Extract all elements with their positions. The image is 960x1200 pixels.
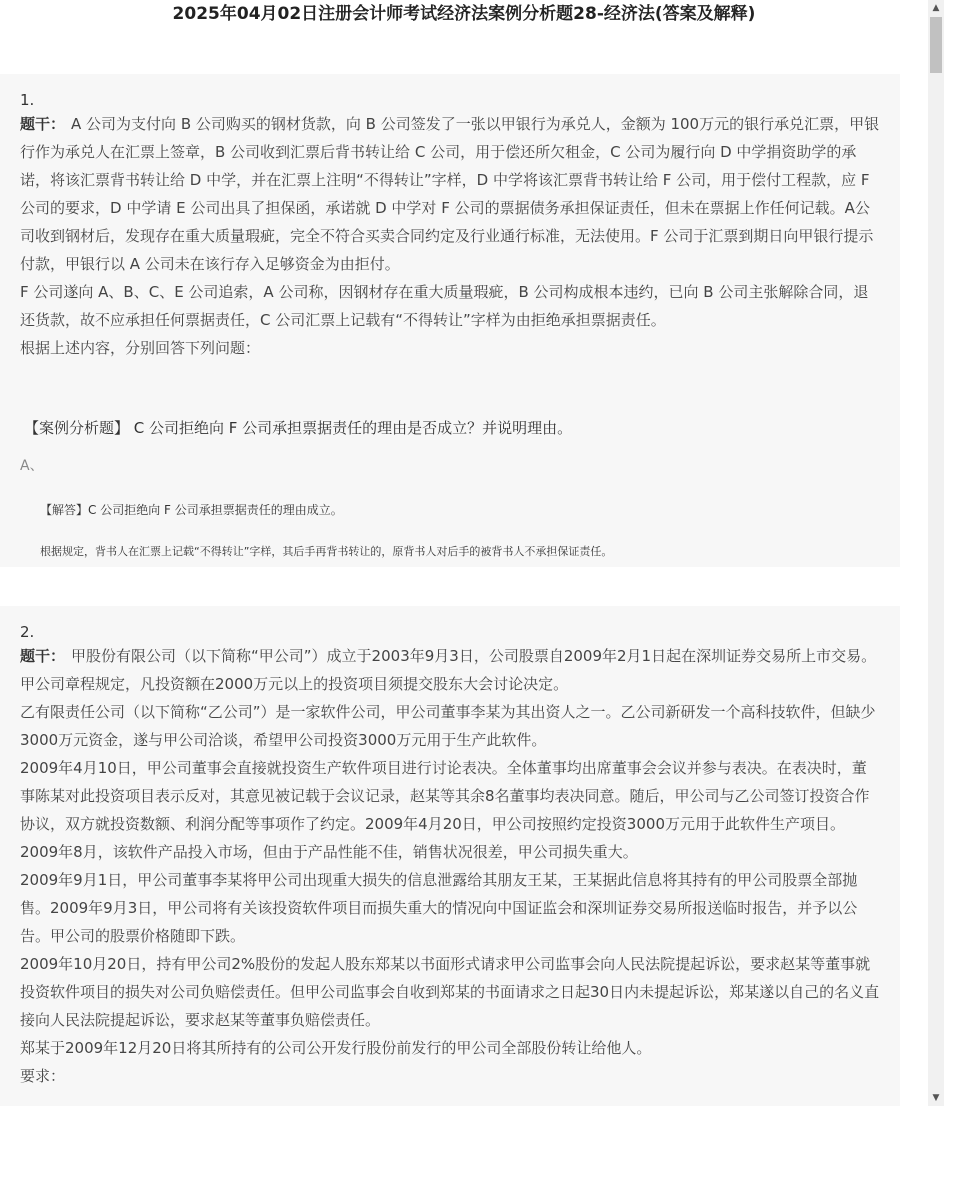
stem-paragraph: 2009年10月20日，持有甲公司2%股份的发起人股东郑某以书面形式请求甲公司监事会向人民法院提起诉讼，要求赵某等董事就投资软件项目的损失对公司负赔偿责任。但甲公司监事会自收到郑某的书面请求之日起30日内未提起诉讼，郑某遂以自己的名义直接向人民法院提起诉讼，要求赵某等董事负赔偿责任。 [20,955,880,1029]
stem-label: 题干： [20,115,66,133]
question-number: 1. [20,91,35,109]
scrollbar-thumb[interactable] [930,17,942,73]
answer-text: 【解答】C 公司拒绝向 F 公司承担票据责任的理由成立。 [40,503,343,517]
stem-paragraph: F 公司遂向 A、B、C、E 公司追索，A 公司称，因钢材存在重大质量瑕疵，B 公司构成根本违约，已向 B 公司主张解除合同，退还货款，故不应承担任何票据责任，C 公司汇票上记载有“不得转让”字样为由拒绝承担票据责任。 [20,283,869,329]
vertical-scrollbar[interactable] [928,0,944,1106]
stem-paragraph: 2009年4月10日，甲公司董事会直接就投资生产软件项目进行讨论表决。全体董事均出席董事会会议并参与表决。在表决时，董事陈某对此投资项目表示反对，其意见被记载于会议记录，赵某等其余8名董事均表决同意。随后，甲公司与乙公司签订投资合作协议，双方就投资数额、利润分配等事项作了约定。2009年4月20日，甲公司按照约定投资3000万元用于此软件生产项目。 [20,759,870,833]
page-title: 2025年04月02日注册会计师考试经济法案例分析题28-经济法(答案及解释) [172,4,756,24]
stem-paragraph: 根据上述内容，分别回答下列问题： [20,339,261,357]
stem-paragraph: 乙有限责任公司（以下简称“乙公司”）是一家软件公司，甲公司董事李某为其出资人之一。乙公司新研发一个高科技软件，但缺少3000万元资金，遂与甲公司洽谈，希望甲公司投资3000万元用于生产此软件。 [20,703,876,749]
question-card-1 [0,74,900,567]
stem-paragraph: 郑某于2009年12月20日将其所持有的公司公开发行股份前发行的甲公司全部股份转让给他人。 [20,1039,652,1057]
scroll-down-arrow-icon[interactable]: ▼ [932,1093,940,1103]
case-question: 【案例分析题】 C 公司拒绝向 F 公司承担票据责任的理由是否成立？并说明理由。 [24,419,573,437]
question-number: 2. [20,623,35,641]
stem-text: 甲股份有限公司（以下简称“甲公司”）成立于2003年9月3日，公司股票自2009年2月1日起在深圳证券交易所上市交易。甲公司章程规定，凡投资额在2000万元以上的投资项目须提交股东大会讨论决定。 [20,647,877,693]
question-stem [20,110,880,362]
option-a[interactable]: A、 [20,458,44,474]
stem-paragraph: 2009年9月1日，甲公司董事李某将甲公司出现重大损失的信息泄露给其朋友王某，王某据此信息将其持有的甲公司股票全部抛售。2009年9月3日，甲公司将有关该投资软件项目而损失重大的情况向中国证监会和深圳证券交易所报送临时报告，并予以公告。甲公司的股票价格随即下跌。 [20,871,858,945]
scroll-up-arrow-icon[interactable]: ▲ [932,3,940,13]
question-stem [20,642,880,1090]
stem-text: A 公司为支付向 B 公司购买的钢材货款，向 B 公司签发了一张以甲银行为承兑人，金额为 100万元的银行承兑汇票，甲银行作为承兑人在汇票上签章，B 公司收到汇票后背书转让给 C 公司，用于偿还所欠租金，C 公司为履行向 D 中学捐资助学的承诺，将该汇票背书转让给 D 中学，并在汇票上注明“不得转让”字样，D 中学将该汇票背书转让给 F 公司，用于偿付工程款，应 F 公司的要求，D 中学请 E 公司出具了担保函，承诺就 D 中学对 F 公司的票据债务承担保证责任，但未在票据上作任何记载。A公司收到钢材后，发现存在重大质量瑕疵，完全不符合买卖合同约定及行业通行标准，无法使用。F 公司于汇票到期日向甲银行提示付款，甲银行以 A 公司未在该行存入足够资金为由拒付。 [20,115,880,273]
stem-paragraph [20,642,880,698]
stem-paragraph: 要求： [20,1067,66,1085]
stem-paragraph [20,110,880,278]
stem-paragraph: 2009年8月，该软件产品投入市场，但由于产品性能不佳，销售状况很差，甲公司损失重大。 [20,843,638,861]
stem-label: 题干： [20,647,66,665]
explanation-text: 根据规定，背书人在汇票上记载“不得转让”字样，其后手再背书转让的，原背书人对后手的被背书人不承担保证责任。 [40,545,613,558]
question-card-2 [0,606,900,1106]
